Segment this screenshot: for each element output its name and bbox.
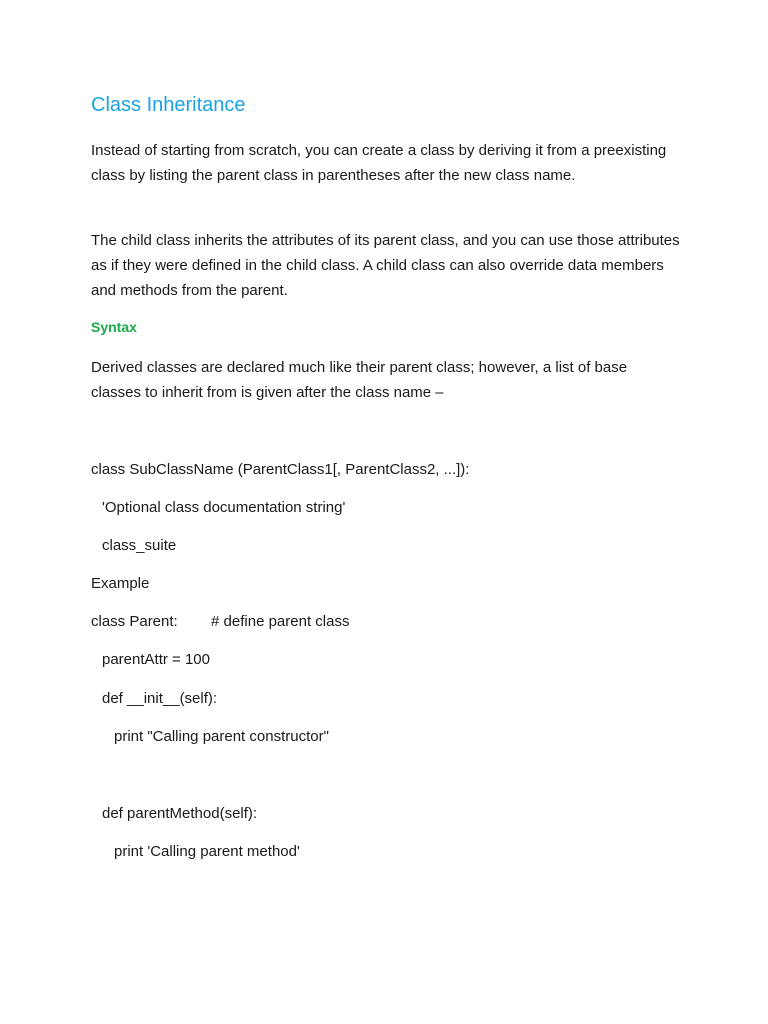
inheritance-paragraph: The child class inherits the attributes of its parent class, and you can use those attributes as if they were defined in the child class. A child class can also override data members and methods from the parent.: [91, 232, 680, 299]
code-line-docstring: 'Optional class documentation string': [102, 499, 346, 516]
code-line-print-constructor: print "Calling parent constructor": [114, 728, 329, 745]
code-line-parent-attr: parentAttr = 100: [102, 651, 210, 668]
page-title: Class Inheritance: [91, 94, 246, 116]
code-line-init-def: def __init__(self):: [102, 690, 218, 707]
code-line-parent-method-def: def parentMethod(self):: [102, 805, 258, 822]
example-label: Example: [91, 575, 150, 592]
intro-paragraph: Instead of starting from scratch, you can create a class by deriving it from a preexisting class by listing the parent class in parentheses after the new class name.: [91, 142, 667, 184]
code-line-class-declaration: class SubClassName (ParentClass1[, ParentClass2, ...]):: [91, 461, 470, 478]
code-line-print-method: print 'Calling parent method': [114, 843, 300, 860]
syntax-heading: Syntax: [91, 319, 137, 335]
code-line-parent-class: class Parent: # define parent class: [91, 613, 350, 630]
syntax-intro-paragraph: Derived classes are declared much like their parent class; however, a list of base classes to inherit from is given after the class name –: [91, 359, 628, 401]
code-line-class-suite: class_suite: [102, 537, 177, 554]
